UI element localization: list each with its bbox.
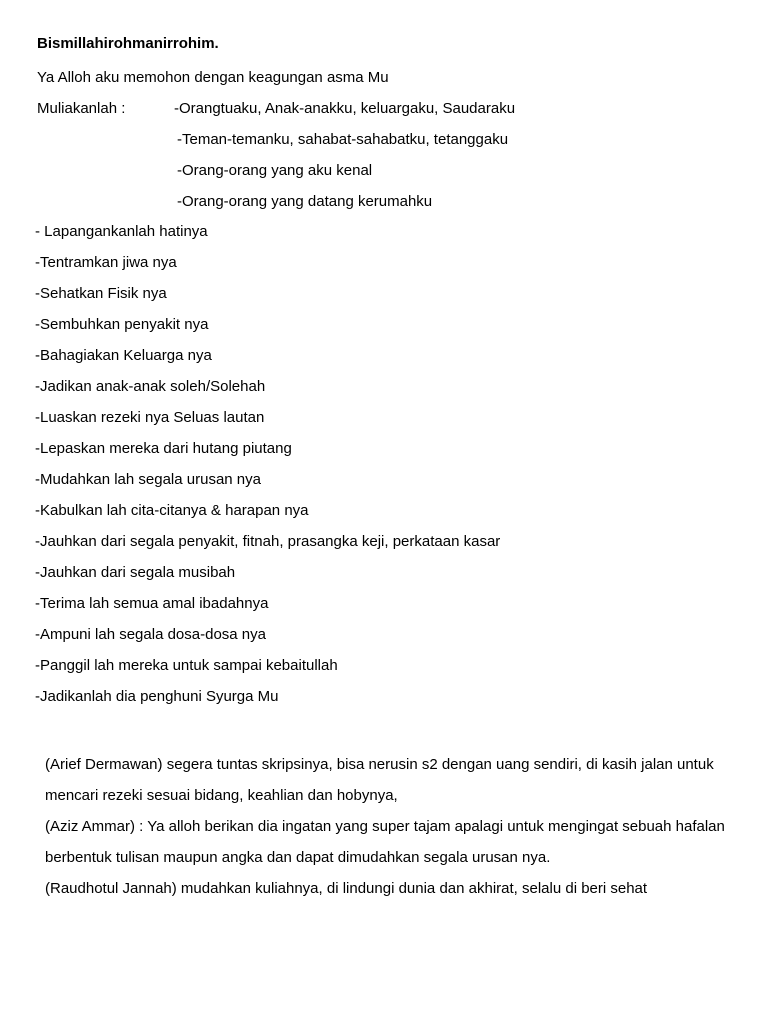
list-item: -Luaskan rezeki nya Seluas lautan	[35, 409, 265, 426]
list-item: - Lapangankanlah hatinya	[35, 223, 208, 240]
document-title: Bismillahirohmanirrohim.	[37, 35, 219, 52]
list-item: -Sembuhkan penyakit nya	[35, 316, 209, 333]
list-item: -Tentramkan jiwa nya	[35, 254, 177, 271]
muliakanlah-label: Muliakanlah :	[37, 100, 126, 117]
list-item: -Ampuni lah segala dosa-dosa nya	[35, 626, 266, 643]
list-item: -Jadikanlah dia penghuni Syurga Mu	[35, 688, 279, 705]
paragraph-aziz: (Aziz Ammar) : Ya alloh berikan dia ingatan yang super tajam apalagi untuk mengingat sebuah hafalan berbentuk tulisan maupun angka dan dapat dimudahkan segala urusan nya.	[45, 818, 725, 866]
list-item: -Panggil lah mereka untuk sampai kebaitullah	[35, 657, 338, 674]
list-item: -Jauhkan dari segala musibah	[35, 564, 236, 581]
muliakanlah-item: -Orangtuaku, Anak-anakku, keluargaku, Saudaraku	[174, 100, 516, 117]
list-item: -Sehatkan Fisik nya	[35, 285, 167, 302]
muliakanlah-item: -Orang-orang yang aku kenal	[177, 162, 373, 179]
muliakanlah-item: -Teman-temanku, sahabat-sahabatku, tetanggaku	[177, 131, 509, 148]
paragraph-arief: (Arief Dermawan) segera tuntas skripsinya, bisa nerusin s2 dengan uang sendiri, di kasih jalan untuk mencari rezeki sesuai bidang, keahlian dan hobynya,	[45, 756, 714, 804]
list-item: -Jauhkan dari segala penyakit, fitnah, prasangka keji, perkataan kasar	[35, 533, 501, 550]
list-item: -Bahagiakan Keluarga nya	[35, 347, 212, 364]
list-item: -Lepaskan mereka dari hutang piutang	[35, 440, 292, 457]
paragraph-raudhotul: (Raudhotul Jannah) mudahkan kuliahnya, di lindungi dunia dan akhirat, selalu di beri sehat	[45, 880, 648, 897]
list-item: -Jadikan anak-anak soleh/Solehah	[35, 378, 266, 395]
personal-prayers	[45, 749, 735, 904]
prayer-list	[35, 222, 500, 718]
intro-line: Ya Alloh aku memohon dengan keagungan asma Mu	[37, 69, 389, 86]
list-item: -Mudahkan lah segala urusan nya	[35, 471, 261, 488]
muliakanlah-item: -Orang-orang yang datang kerumahku	[177, 193, 433, 210]
list-item: -Terima lah semua amal ibadahnya	[35, 595, 269, 612]
list-item: -Kabulkan lah cita-citanya & harapan nya	[35, 502, 309, 519]
